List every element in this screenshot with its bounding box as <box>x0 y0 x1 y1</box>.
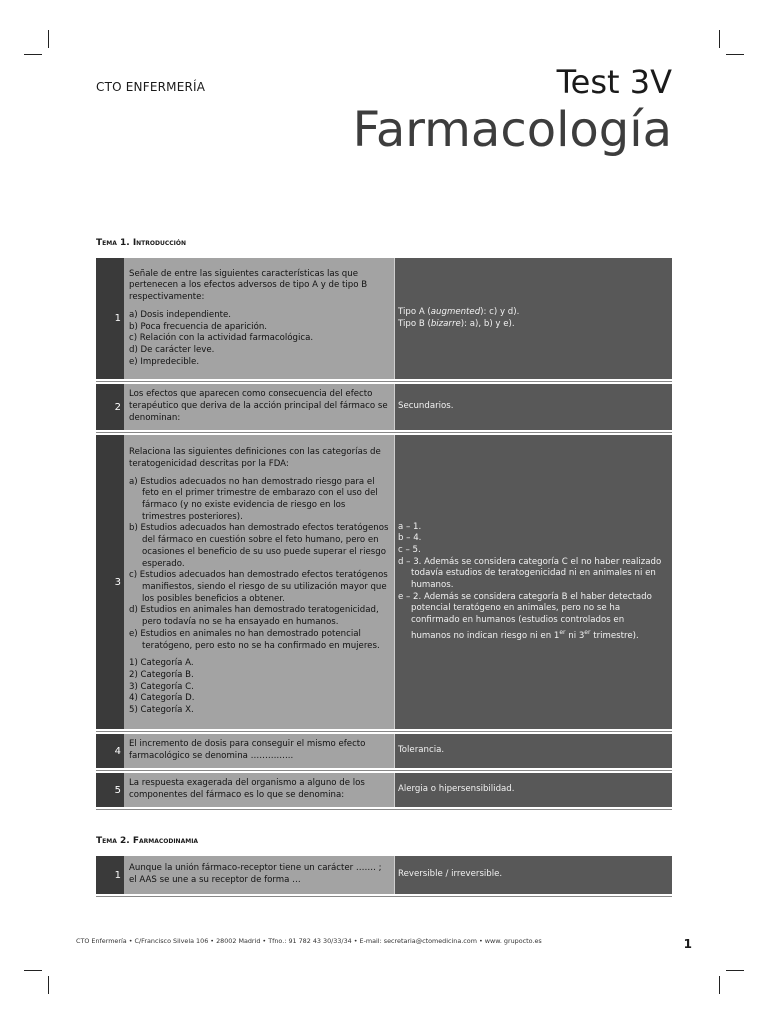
superscript: er <box>584 628 591 636</box>
answer-cell <box>394 258 672 379</box>
answer-cell <box>394 435 672 729</box>
definition-item: d) Estudios en animales han demostrado teratogenicidad, pero todavía no se ha ensayado en humanos. <box>129 605 379 628</box>
answer-text: trimestre). <box>590 630 639 641</box>
section-heading-tema-1 <box>96 238 186 248</box>
qa-row <box>96 258 672 381</box>
question-number: 5 <box>96 773 124 807</box>
question-cell <box>124 384 394 430</box>
crop-mark <box>719 30 720 48</box>
question-cell <box>124 258 394 379</box>
crop-mark <box>24 54 42 55</box>
qa-row <box>96 856 672 896</box>
section-name: Farmacodinamia <box>132 836 199 846</box>
section-prefix: Tema 2. <box>96 836 130 846</box>
answer-emphasis: augmented <box>430 306 481 317</box>
question-cell <box>124 435 394 729</box>
answer-text: Tipo B ( <box>398 318 431 329</box>
question-text: La respuesta exagerada del organismo a alguno de los componentes del fármaco es lo que se denomina: <box>129 778 365 800</box>
answer-line <box>398 319 664 331</box>
answer-text: e – 2. Además se considera categoría B el haber detectado potencial teratógeno en animales, pero no se ha confirmado en humanos (estudios controlados en humanos no indican riesgo ni en 1 <box>398 591 652 641</box>
question-option: c) Relación con la actividad farmacológica. <box>129 333 314 344</box>
superscript: er <box>559 628 566 636</box>
question-cell <box>124 773 394 807</box>
question-text: Relaciona las siguientes definiciones con las categorías de teratogenicidad descritas por la FDA: <box>129 447 381 469</box>
crop-mark <box>719 976 720 994</box>
brand-name: CTO ENFERMERÍA <box>96 80 206 94</box>
answer-text: Alergia o hipersensibilidad. <box>398 784 515 795</box>
qa-row <box>96 773 672 809</box>
question-text: Aunque la unión fármaco-receptor tiene un carácter ……. ; el AAS se une a su receptor de forma … <box>129 863 382 885</box>
page-number: 1 <box>683 937 692 951</box>
section-heading-tema-2 <box>96 836 198 846</box>
question-text: Los efectos que aparecen como consecuencia del efecto terapéutico que deriva de la acción principal del fármaco se denominan: <box>129 389 388 423</box>
answer-text: ni 3 <box>565 630 585 641</box>
answer-text: ): c) y d). <box>480 306 520 317</box>
answer-line: c – 5. <box>398 544 421 555</box>
answer-cell <box>394 856 672 894</box>
answer-line: a – 1. <box>398 521 422 532</box>
question-option: d) De carácter leve. <box>129 344 215 355</box>
section-prefix: Tema 1. <box>96 238 130 248</box>
definition-item: e) Estudios en animales no han demostrado potencial teratógeno, pero esto no se ha confirmado en mujeres. <box>129 628 380 651</box>
answer-line <box>398 592 664 643</box>
answer-text: ): a), b) y e). <box>460 318 515 329</box>
qa-table-tema-1 <box>96 258 672 812</box>
answer-text: Tolerancia. <box>398 745 445 756</box>
question-number: 1 <box>96 856 124 894</box>
question-cell <box>124 856 394 894</box>
question-number: 2 <box>96 384 124 430</box>
qa-table-tema-2 <box>96 856 672 899</box>
answer-line <box>398 307 664 319</box>
answer-text: Secundarios. <box>398 401 454 412</box>
category-item: 5) Categoría X. <box>129 705 194 716</box>
question-number: 4 <box>96 734 124 768</box>
question-option: e) Impredecible. <box>129 356 200 367</box>
crop-mark <box>726 54 744 55</box>
definition-item: c) Estudios adecuados han demostrado efectos teratógenos manifiestos, siendo el riesgo de su utilización mayor que los posibles beneficios a obtener. <box>129 570 388 604</box>
qa-row <box>96 435 672 731</box>
definition-item: a) Estudios adecuados no han demostrado riesgo para el feto en el primer trimestre de embarazo con el uso del fármaco (y no existe evidencia de riesgo en los trimestres posteriores). <box>129 476 378 522</box>
answer-cell <box>394 773 672 807</box>
answer-text: Reversible / irreversible. <box>398 869 503 880</box>
crop-mark <box>48 30 49 48</box>
qa-row <box>96 734 672 770</box>
question-text: El incremento de dosis para conseguir el mismo efecto farmacológico se denomina …………... <box>129 739 366 761</box>
answer-line: d – 3. Además se considera categoría C el no haber realizado todavía estudios de teratogenicidad ni en animales ni en humanos. <box>398 556 662 591</box>
question-number: 3 <box>96 435 124 729</box>
category-item: 4) Categoría D. <box>129 693 195 704</box>
test-label: Test 3V <box>556 63 672 101</box>
answer-text: Tipo A ( <box>398 306 431 317</box>
section-name: Introducción <box>132 238 187 248</box>
crop-mark <box>726 970 744 971</box>
category-item: 3) Categoría C. <box>129 681 194 692</box>
question-text: Señale de entre las siguientes características las que pertenecen a los efectos adversos de tipo A y de tipo B respectivamente: <box>129 268 368 303</box>
answer-emphasis: bizarre <box>430 318 461 329</box>
answer-line: b – 4. <box>398 533 422 544</box>
category-item: 2) Categoría B. <box>129 669 194 680</box>
crop-mark <box>24 970 42 971</box>
definition-item: b) Estudios adecuados han demostrado efectos teratógenos del fármaco en cuestión sobre el feto humano, pero en ocasiones el beneficio de su uso puede superar el riesgo esperado. <box>129 523 389 569</box>
answer-cell <box>394 384 672 430</box>
answer-cell <box>394 734 672 768</box>
question-option: a) Dosis independiente. <box>129 309 232 320</box>
footer-text: CTO Enfermería • C/Francisco Silvela 106 • 28002 Madrid • Tfno.: 91 782 43 30/33/34 • E-mail: secretaria@ctomedicina.com • www. grupocto.es <box>76 937 542 945</box>
question-option: b) Poca frecuencia de aparición. <box>129 321 267 332</box>
qa-row <box>96 384 672 432</box>
page-title: Farmacología <box>352 102 672 158</box>
question-cell <box>124 734 394 768</box>
crop-mark <box>48 976 49 994</box>
category-item: 1) Categoría A. <box>129 658 194 669</box>
question-number: 1 <box>96 258 124 379</box>
